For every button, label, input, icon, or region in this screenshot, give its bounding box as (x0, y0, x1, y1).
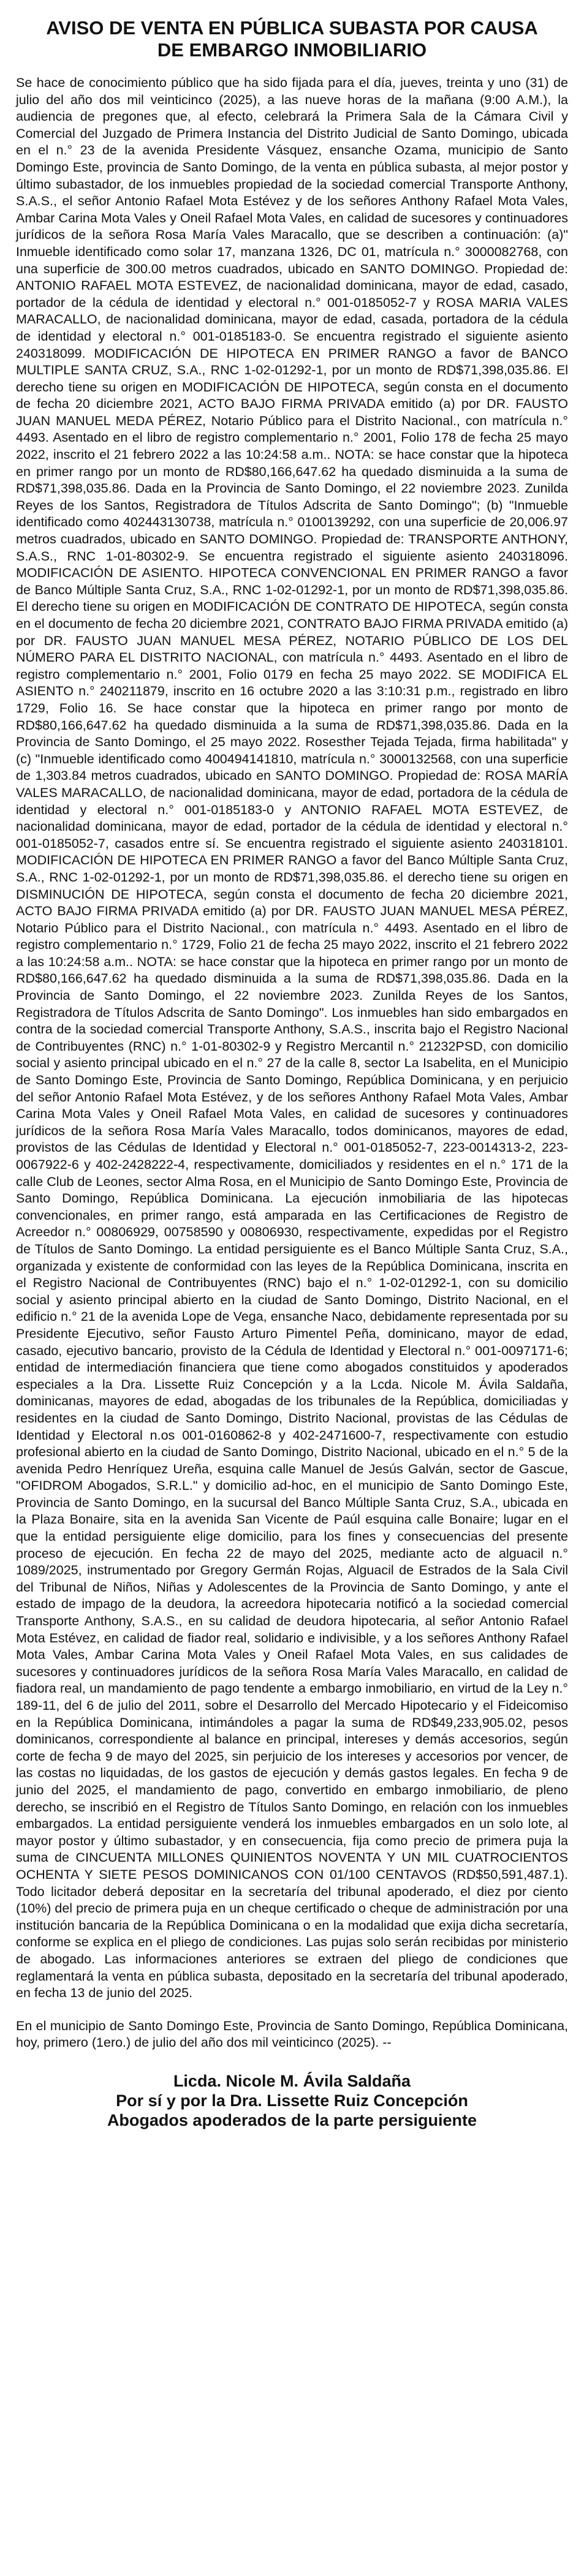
signature-block (16, 2071, 568, 2130)
notice-closing: En el municipio de Santo Domingo Este, Provincia de Santo Domingo, República Dominicana, hoy, primero (1ero.) de julio del año dos mil veinticinco (2025). -- (16, 2018, 568, 2050)
signature-role: Abogados apoderados de la parte persiguiente (107, 2110, 477, 2129)
notice-title-line-2: DE EMBARGO INMOBILIARIO (157, 39, 427, 61)
signature-cosigner: Por sí y por la Dra. Lissette Ruiz Concepción (116, 2091, 468, 2110)
notice-title (16, 17, 568, 61)
notice-title-line-1: AVISO DE VENTA EN PÚBLICA SUBASTA POR CAUSA (46, 17, 538, 39)
notice-body: Se hace de conocimiento público que ha sido fijada para el día, jueves, treinta y uno (31) de julio del año dos mil veinticinco (2025), a las nueve horas de la mañana (9:00 A.M.), la audiencia de pregones que, al efecto, celebrará la Primera Sala de la Cámara Civil y Comercial del Juzgado de Primera Instancia del Distrito Judicial de Santo Domingo, ubicada en el n.° 23 de la avenida Presidente Vásquez, ensanche Ozama, municipio de Santo Domingo Este, provincia de Santo Domingo, de la venta en pública subasta, al mejor postor y último subastador, de los inmuebles propiedad de la sociedad comercial Transporte Anthony, S.A.S., el señor Antonio Rafael Mota Estévez y de los señores Anthony Rafael Mota Vales, Ambar Carina Mota Vales y Oneil Rafael Mota Vales, en calidad de sucesores y continuadores jurídicos de la señora Rosa María Vales Maracallo, que se describen a continuación: (a)" Inmueble identificado como solar 17, manzana 1326, DC 01, matrícula n.° 3000082768, con una superficie de 300.00 metros cuadrados, ubicado en SANTO DOMINGO. Propiedad de: ANTONIO RAFAEL MOTA ESTEVEZ, de nacionalidad dominicana, mayor de edad, casado, portador de la cédula de identidad y electoral n.° 001-0185052-7 y ROSA MARIA VALES MARACALLO, de nacionalidad dominicana, mayor de edad, casada, portadora de la cédula de identidad y electoral n.° 001-0185183-0. Se encuentra registrado el siguiente asiento 240318099. MODIFICACIÓN DE HIPOTECA EN PRIMER RANGO a favor de BANCO MULTIPLE SANTA CRUZ, S.A., RNC 1-02-01292-1, por un monto de RD$71,398,035.86. El derecho tiene su origen en MODIFICACIÓN DE HIPOTECA, según consta en el documento de fecha 20 diciembre 2021, ACTO BAJO FIRMA PRIVADA emitido (a) por DR. FAUSTO JUAN MANUEL MEDA PÉREZ, Notario Público para el Distrito Nacional., con matrícula n.° 4493. Asentado en el libro de registro complementario n.° 2001, Folio 178 de fecha 25 mayo 2022, inscrito el 21 febrero 2022 a las 10:24:58 a.m.. NOTA: se hace constar que la hipoteca en primer rango por un monto de RD$80,166,647.62 ha quedado disminuida a la suma de RD$71,398,035.86. Dada en la Provincia de Santo Domingo, el 22 noviembre 2023. Zunilda Reyes de los Santos, Registradora de Títulos Adscrita de Santo Domingo"; (b) "Inmueble identificado como 402443130738, matrícula n.° 0100139292, con una superficie de 20,006.97 metros cuadrados, ubicado en SANTO DOMINGO. Propiedad de: TRANSPORTE ANTHONY, S.A.S., RNC 1-01-80302-9. Se encuentra registrado el siguiente asiento 240318096. MODIFICACIÓN DE ASIENTO. HIPOTECA CONVENCIONAL EN PRIMER RANGO a favor de Banco Múltiple Santa Cruz, S.A., RNC 1-02-01292-1, por un monto de RD$71,398,035.86. El derecho tiene su origen en MODIFICACIÓN DE CONTRATO DE HIPOTECA, según consta en el documento de fecha 20 diciembre 2021, CONTRATO BAJO FIRMA PRIVADA emitido (a) por DR. FAUSTO JUAN MANUEL MESA PÉREZ, NOTARIO PÚBLICO DE LOS DEL NÚMERO PARA EL DISTRITO NACIONAL, con matrícula n.° 4493. Asentado en el libro de registro complementario n.° 2001, Folio 0179 en fecha 25 mayo 2022. SE MODIFICA EL ASIENTO n.° 240211879, inscrito en 16 octubre 2020 a las 3:10:31 p.m., registrado en libro 1729, Folio 16. Se hace constar que la hipoteca en primer rango por monto de RD$80,166,647.62 ha quedado disminuida a la suma de RD$71,398,035.86. Dada en la Provincia de Santo Domingo, el 25 mayo 2022. Rosesther Tejada Tejada, firma habilitada" y (c) "Inmueble identificado como 400494141810, matrícula n.° 3000132568, con una superficie de 1,303.84 metros cuadrados, ubicado en SANTO DOMINGO. Propiedad de: ROSA MARÍA VALES MARACALLO, de nacionalidad dominicana, mayor de edad, portadora de la cédula de identidad y electoral n.° 001-0185183-0 y ANTONIO RAFAEL MOTA ESTEVEZ, de nacionalidad dominicana, mayor de edad, portador de la cédula de identidad y electoral n.° 001-0185052-7, casados entre sí. Se encuentra registrado el siguiente asiento 240318101. MODIFICACIÓN DE HIPOTECA EN PRIMER RANGO a favor del Banco Múltiple Santa Cruz, S.A., RNC 1-02-01292-1, por un monto de RD$71,398,035.86. el derecho tiene su origen en DISMINUCIÓN DE HIPOTECA, según consta el documento de fecha 20 diciembre 2021, ACTO BAJO FIRMA PRIVADA emitido (a) por DR. FAUSTO JUAN MANUEL MESA PÉREZ, Notario Público para el Distrito Nacional., con matrícula n.° 4493. Asentado en el libro de registro complementario n.° 1729, Folio 21 de fecha 25 mayo 2022, inscrito el 21 febrero 2022 a las 10:24:58 a.m.. NOTA: se hace constar que la hipoteca en primer rango por un monto de RD$80,166,647.62 ha quedado disminuida a la suma de RD$71,398,035.86. Dada en la Provincia de Santo Domingo, el 22 noviembre 2023. Zunilda Reyes de los Santos, Registradora de Títulos Adscrita de Santo Domingo". Los inmuebles han sido embargados en contra de la sociedad comercial Transporte Anthony, S.A.S., inscrita bajo el Registro Nacional de Contribuyentes (RNC) n.° 1-01-80302-9 y Registro Mercantil n.° 21232PSD, con domicilio social y asiento principal ubicado en el n.° 27 de la calle 8, sector La Isabelita, en el Municipio de Santo Domingo Este, Provincia de Santo Domingo, República Dominicana, y en perjuicio del señor Antonio Rafael Mota Estévez, y de los señores Anthony Rafael Mota Vales, Ambar Carina Mota Vales y Oneil Rafael Mota Vales, en calidad de sucesores y continuadores jurídicos de la señora Rosa María Vales Maracallo, todos dominicanos, mayores de edad, provistos de las Cédulas de Identidad y Electoral n.° 001-0185052-7, 223-0014313-2, 223-0067922-6 y 402-2428222-4, respectivamente, domiciliados y residentes en el n.° 171 de la calle Club de Leones, sector Alma Rosa, en el Municipio de Santo Domingo Este, Provincia de Santo Domingo, República Dominicana. La ejecución inmobiliaria de las hipotecas convencionales, en primer rango, está amparada en las Certificaciones de Registro de Acreedor n.° 00806929, 00758590 y 00806930, respectivamente, expedidas por el Registro de Títulos de Santo Domingo. La entidad persiguiente es el Banco Múltiple Santa Cruz, S.A., organizada y existente de conformidad con las leyes de la República Dominicana, inscrita en el Registro Nacional de Contribuyentes (RNC) bajo el n.° 1-02-01292-1, con su domicilio social y asiento principal abierto en la ciudad de Santo Domingo, Distrito Nacional, en el edificio n.° 21 de la avenida Lope de Vega, ensanche Naco, debidamente representada por su Presidente Ejecutivo, señor Fausto Arturo Pimentel Peña, dominicano, mayor de edad, casado, ejecutivo bancario, provisto de la Cédula de Identidad y Electoral n.° 001-0097171-6; entidad de intermediación financiera que tiene como abogados constituidos y apoderados especiales a la Dra. Lissette Ruiz Concepción y a la Lcda. Nicole M. Ávila Saldaña, dominicanas, mayores de edad, abogadas de los tribunales de la República, domiciliadas y residentes en la ciudad de Santo Domingo, Distrito Nacional, provistas de las Cédulas de Identidad y Electoral n.os 001-0160862-8 y 402-2471600-7, respectivamente con estudio profesional abierto en la ciudad de Santo Domingo, Distrito Nacional, ubicado en el n.° 5 de la avenida Pedro Henríquez Ureña, esquina calle Manuel de Jesús Galván, sector de Gascue, "OFIDROM Abogados, S.R.L." y domicilio ad-hoc, en el municipio de Santo Domingo Este, Provincia de Santo Domingo, en la sucursal del Banco Múltiple Santa Cruz, S.A., ubicada en la Plaza Bonaire, sita en la avenida San Vicente de Paúl esquina calle Bonaire; lugar en el que la entidad persiguiente elige domicilio, para los fines y consecuencias del presente proceso de ejecución. En fecha 22 de mayo del 2025, mediante acto de alguacil n.° 1089/2025, instrumentado por Gregory Germán Rojas, Alguacil de Estrados de la Sala Civil del Tribunal de Niños, Niñas y Adolescentes de la Provincia de Santo Domingo, y ante el estado de impago de la deudora, la acreedora hipotecaria notificó a la sociedad comercial Transporte Anthony, S.A.S., en su calidad de deudora hipotecaria, al señor Antonio Rafael Mota Estévez, en calidad de fiador real, solidario e indivisible, y a los señores Anthony Rafael Mota Vales, Ambar Carina Mota Vales y Oneil Rafael Mota Vales, en sus calidades de sucesores y continuadores jurídicos de la señora Rosa María Vales Maracallo, en calidad de fiadora real, un mandamiento de pago tendente a embargo inmobiliario, en virtud de la Ley n.° 189-11, del 6 de julio del 2011, sobre el Desarrollo del Mercado Hipotecario y el Fideicomiso en la República Dominicana, intimándoles a pagar la suma de RD$49,233,905.02, pesos dominicanos, correspondiente al balance en principal, intereses y demás accesorios, según corte de fecha 9 de mayo del 2025, sin perjuicio de los intereses y accesorios por vencer, de las costas no liquidadas, de los gastos de ejecución y demás gastos legales. En fecha 9 de junio del 2025, el mandamiento de pago, convertido en embargo inmobiliario, de pleno derecho, se inscribió en el Registro de Títulos Santo Domingo, en relación con los inmuebles embargados. La entidad persiguiente venderá los inmuebles embargados en un solo lote, al mayor postor y último subastador, y en consecuencia, fija como precio de primera puja la suma de CINCUENTA MILLONES QUINIENTOS NOVENTA Y UN MIL CUATROCIENTOS OCHENTA Y SIETE PESOS DOMINICANOS CON 01/100 CENTAVOS (RD$50,591,487.1). Todo licitador deberá depositar en la secretaría del tribunal apoderado, el diez por ciento (10%) del precio de primera puja en un cheque certificado o cheque de administración por una institución bancaria de la República Dominicana o en la modalidad que exija dicha secretaría, conforme se explica en el pliego de condiciones. Las pujas solo serán recibidas por ministerio de abogado. Las informaciones anteriores se extraen del pliego de condiciones que reglamentará la venta en pública subasta, depositado en la secretaría del tribunal apoderado, en fecha 13 de junio del 2025. (16, 75, 568, 2001)
signature-name: Licda. Nicole M. Ávila Saldaña (173, 2071, 411, 2090)
